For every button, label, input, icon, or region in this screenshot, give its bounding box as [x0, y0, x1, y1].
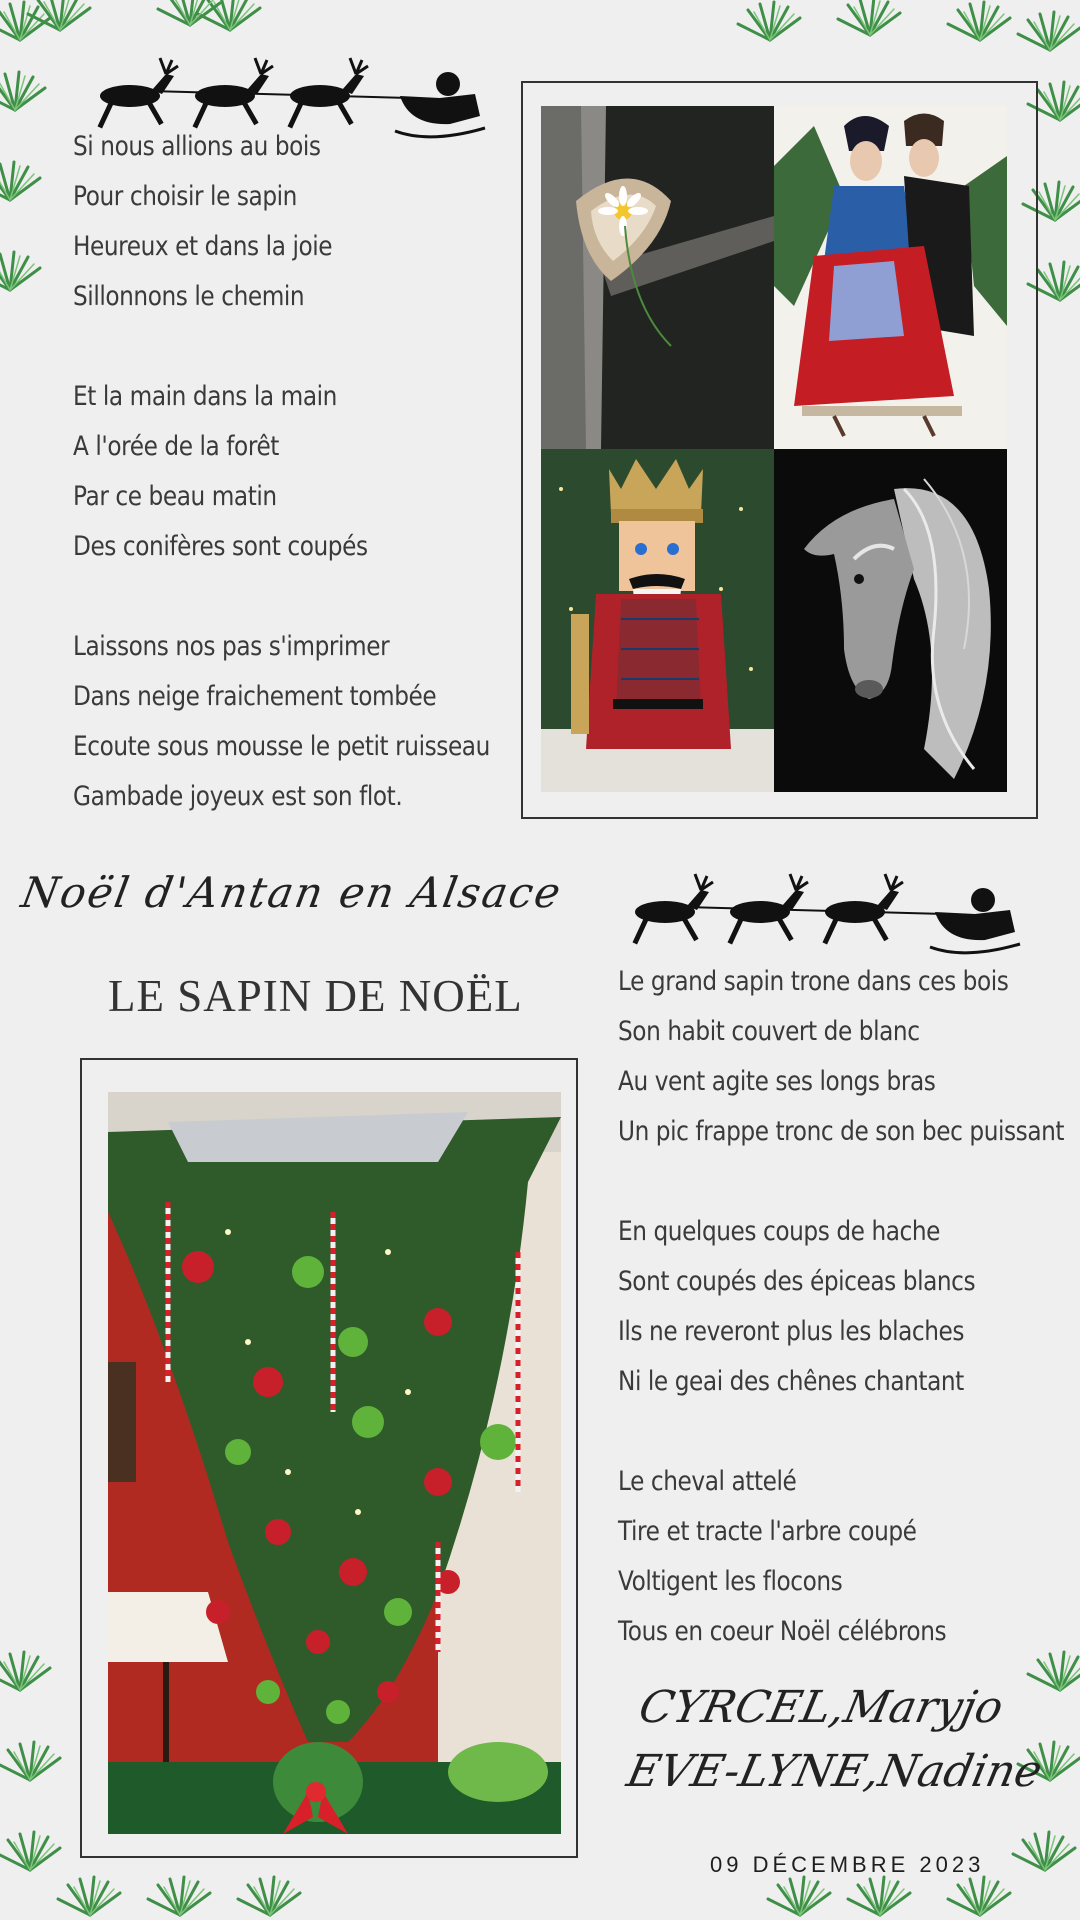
poem-line: Gambade joyeux est son flot. [73, 781, 403, 812]
poem-line: Un pic frappe tronc de son bec puissant [618, 1116, 1065, 1147]
script-title: Noël d'Antan en Alsace [17, 868, 567, 917]
signature-line-1: CYRCEL,Maryjo [634, 1682, 1008, 1733]
photo-white-horse [774, 449, 1007, 792]
reindeer-sleigh-icon [625, 852, 1025, 962]
photo-alsace-couple [774, 106, 1007, 449]
poem-line: Et la main dans la main [73, 381, 337, 412]
page-title: LE SAPIN DE NOËL [108, 971, 523, 1021]
poem-line: Le grand sapin trone dans ces bois [618, 966, 1009, 997]
poem-line: Sont coupés des épiceas blancs [618, 1266, 976, 1297]
poem-line: Voltigent les flocons [618, 1566, 843, 1597]
poem-line: Son habit couvert de blanc [618, 1016, 920, 1047]
poem-left [73, 122, 490, 822]
poem-line: Tous en coeur Noël célébrons [618, 1616, 947, 1647]
poem-line: Le cheval attelé [618, 1466, 797, 1497]
poem-line: Des conifères sont coupés [73, 531, 368, 562]
poem-line: Ecoute sous mousse le petit ruisseau [73, 731, 490, 762]
poem-line: En quelques coups de hache [618, 1216, 941, 1247]
poem-line: Par ce beau matin [73, 481, 277, 512]
date-label: 09 DÉCEMBRE 2023 [710, 1852, 985, 1877]
poem-line: Au vent agite ses longs bras [618, 1066, 936, 1097]
poem-line: Si nous allions au bois [73, 131, 321, 162]
poem-line: Pour choisir le sapin [73, 181, 297, 212]
poem-line: Tire et tracte l'arbre coupé [618, 1516, 917, 1547]
poem-line: Heureux et dans la joie [73, 231, 333, 262]
poem-line: Dans neige fraichement tombée [73, 681, 437, 712]
poem-line: A l'orée de la forêt [73, 431, 279, 462]
poem-line: Sillonnons le chemin [73, 281, 305, 312]
tree-photo-frame [80, 1058, 578, 1858]
photo-branch-heart [541, 106, 774, 449]
poem-line: Laissons nos pas s'imprimer [73, 631, 390, 662]
poem-line: Ils ne reveront plus les blaches [618, 1316, 965, 1347]
poem-line: Ni le geai des chênes chantant [618, 1366, 964, 1397]
photo-upside-down-tree [108, 1092, 561, 1834]
photo-nutcracker [541, 449, 774, 792]
poem-right [618, 957, 1064, 1657]
signature-line-2: EVE-LYNE,Nadine [622, 1746, 1047, 1797]
photo-collage-frame [521, 81, 1038, 819]
